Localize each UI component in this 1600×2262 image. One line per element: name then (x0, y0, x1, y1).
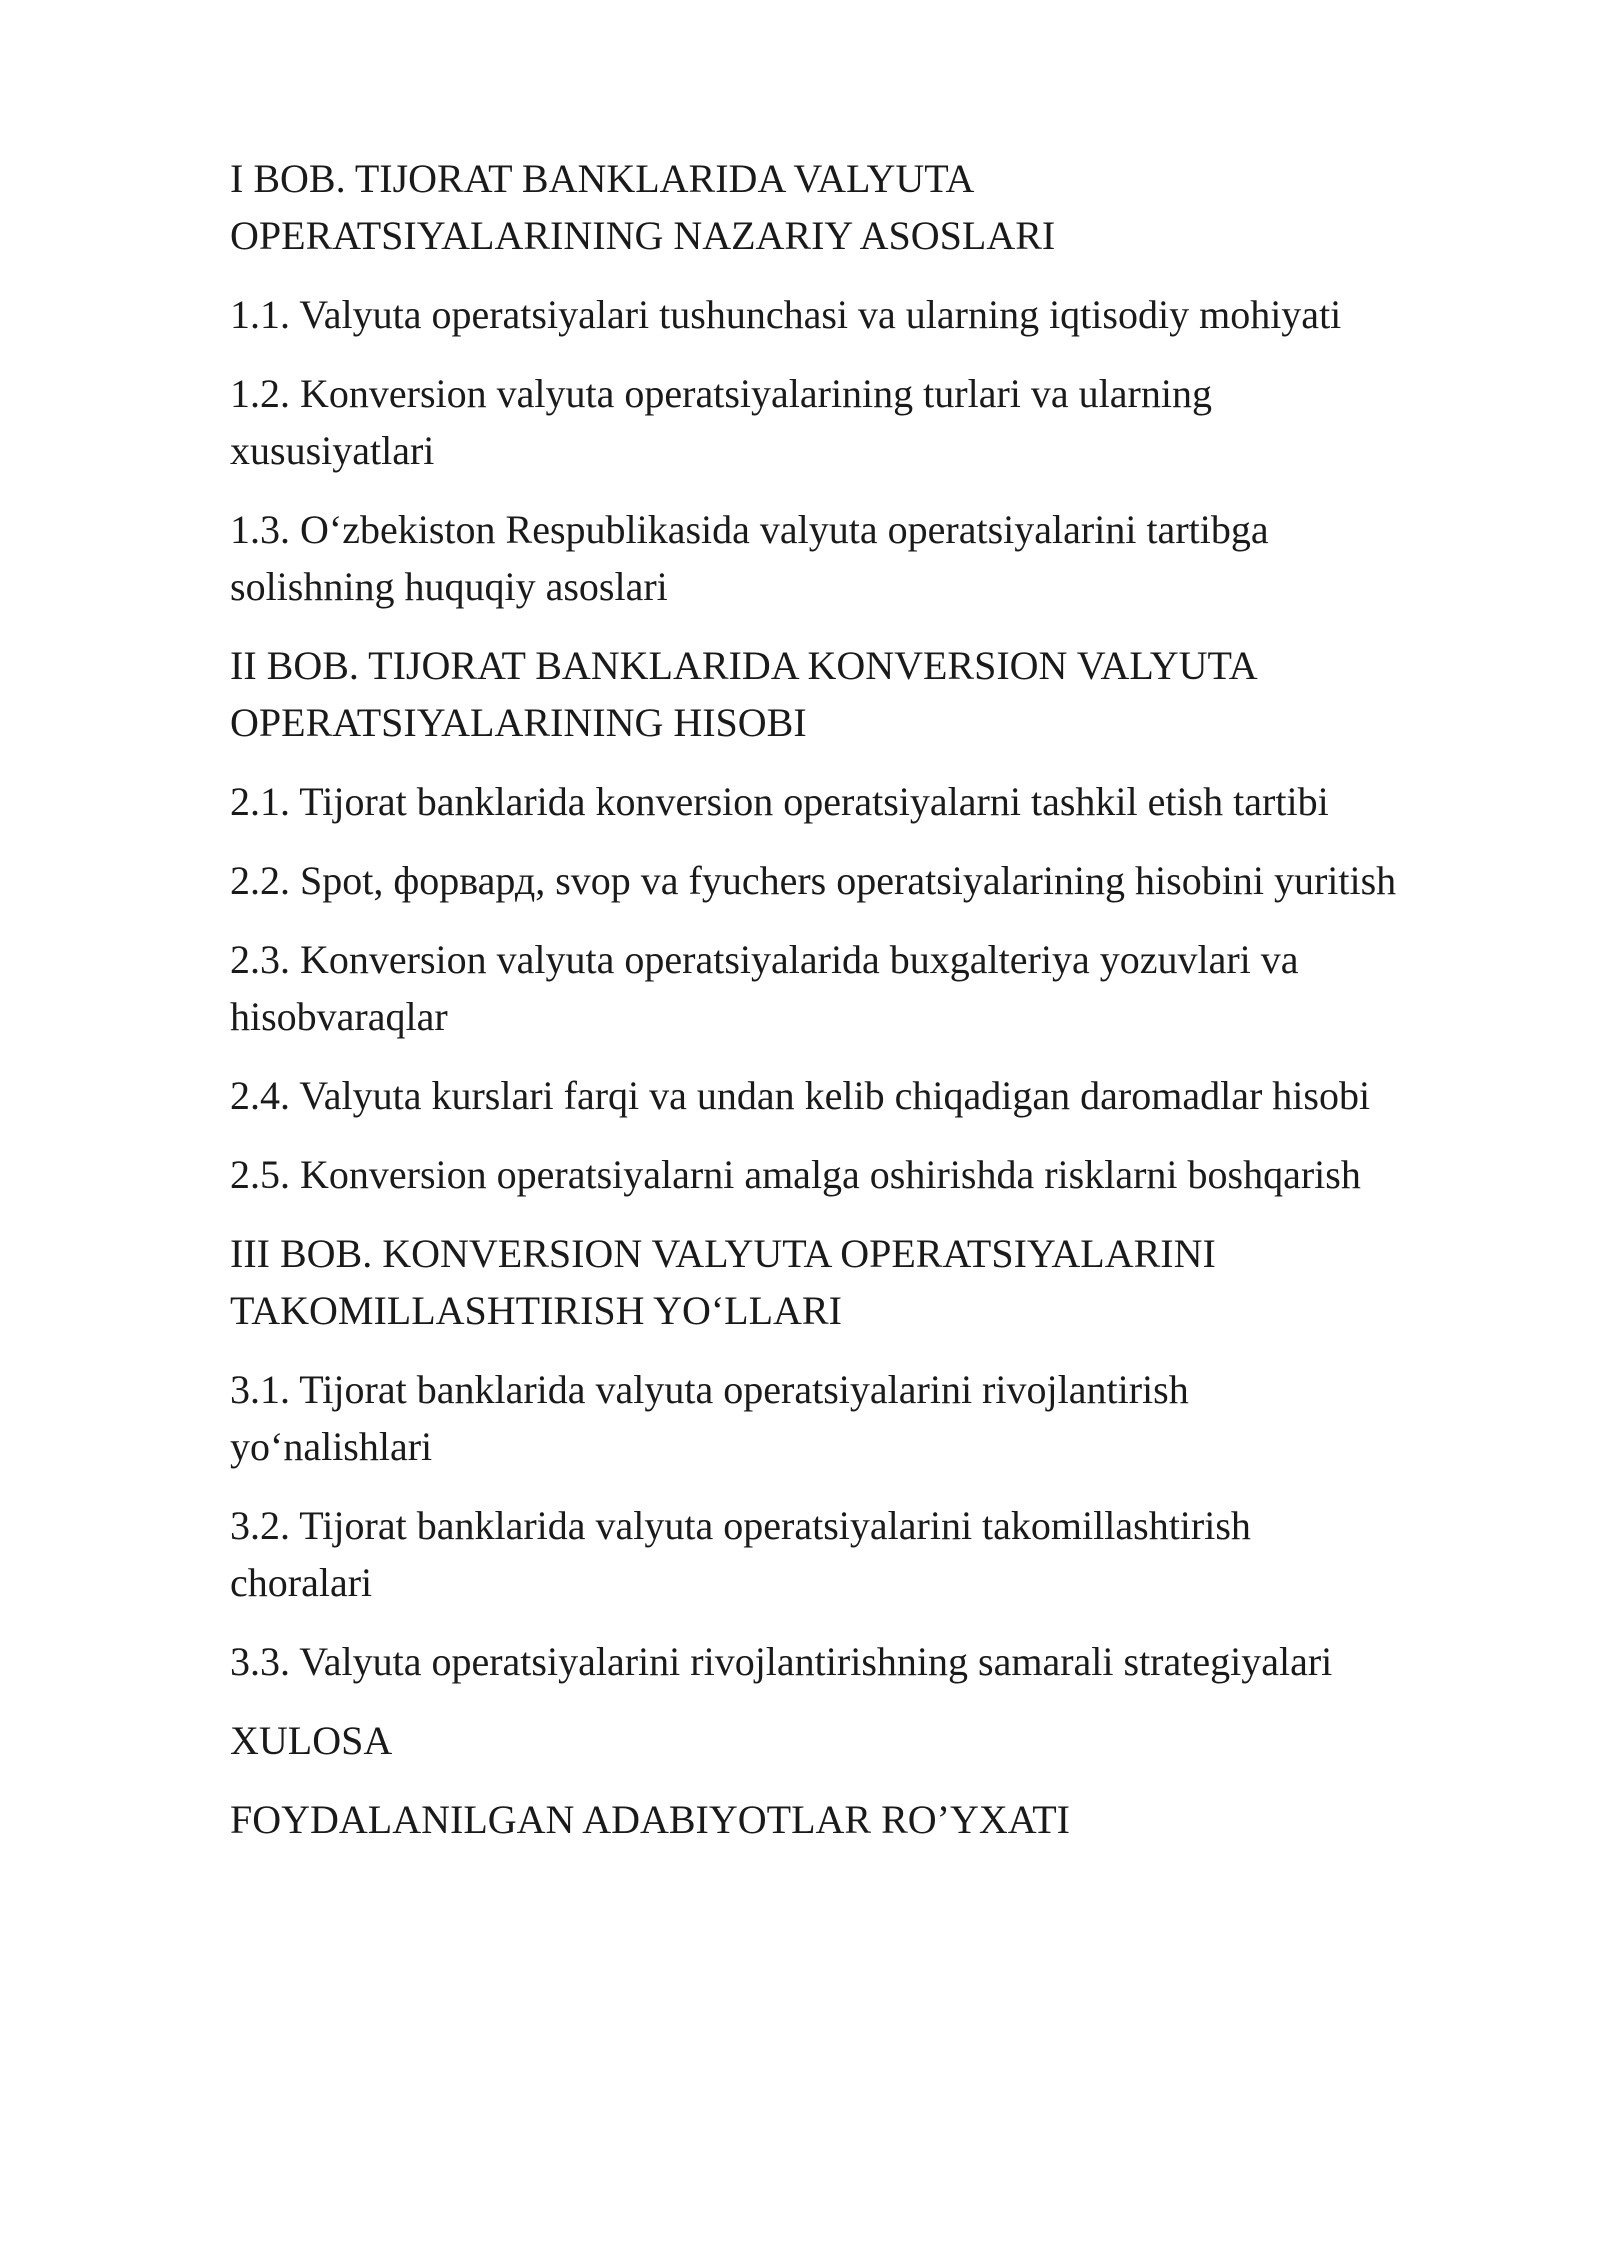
toc-line: III BOB. KONVERSION VALYUTA OPERATSIYALARINI (230, 1231, 1216, 1276)
toc-line: FOYDALANILGAN ADABIYOTLAR RO’YXATI (230, 1797, 1070, 1842)
toc-chapter-2-heading (230, 637, 1530, 751)
toc-chapter-3-heading (230, 1225, 1530, 1339)
toc-line: 3.1. Tijorat banklarida valyuta operatsiyalarini rivojlantirish (230, 1367, 1189, 1412)
toc-line: OPERATSIYALARINING NAZARIY ASOSLARI (230, 213, 1056, 258)
toc-section-1-2 (230, 365, 1530, 479)
table-of-contents (230, 150, 1530, 1870)
toc-line: 2.2. Spot, форвард, svop va fyuchers operatsiyalarining hisobini yuritish (230, 858, 1397, 903)
toc-section-3-2 (230, 1497, 1530, 1611)
toc-section-1-1 (230, 286, 1530, 343)
toc-line: XULOSA (230, 1718, 393, 1763)
toc-line: II BOB. TIJORAT BANKLARIDA KONVERSION VALYUTA (230, 643, 1258, 688)
toc-line: 2.5. Konversion operatsiyalarni amalga oshirishda risklarni boshqarish (230, 1152, 1361, 1197)
toc-line: yo‘nalishlari (230, 1424, 433, 1469)
toc-line: 1.1. Valyuta operatsiyalari tushunchasi va ularning iqtisodiy mohiyati (230, 292, 1342, 337)
toc-chapter-1-heading (230, 150, 1530, 264)
toc-line: 2.3. Konversion valyuta operatsiyalarida buxgalteriya yozuvlari va (230, 937, 1299, 982)
toc-line: choralari (230, 1560, 373, 1605)
toc-line: hisobvaraqlar (230, 994, 448, 1039)
toc-line: OPERATSIYALARINING HISOBI (230, 700, 807, 745)
toc-section-2-4 (230, 1067, 1530, 1124)
toc-line: 2.1. Tijorat banklarida konversion operatsiyalarni tashkil etish tartibi (230, 779, 1329, 824)
toc-line: solishning huquqiy asoslari (230, 564, 668, 609)
toc-line: 1.2. Konversion valyuta operatsiyalarining turlari va ularning (230, 371, 1212, 416)
toc-line: 2.4. Valyuta kurslari farqi va undan kelib chiqadigan daromadlar hisobi (230, 1073, 1371, 1118)
toc-line: I BOB. TIJORAT BANKLARIDA VALYUTA (230, 156, 975, 201)
toc-section-2-3 (230, 931, 1530, 1045)
toc-line: 3.3. Valyuta operatsiyalarini rivojlantirishning samarali strategiyalari (230, 1639, 1333, 1684)
toc-references (230, 1791, 1530, 1848)
toc-section-2-2 (230, 852, 1530, 909)
toc-line: 1.3. O‘zbekiston Respublikasida valyuta operatsiyalarini tartibga (230, 507, 1269, 552)
toc-line: xususiyatlari (230, 428, 435, 473)
toc-conclusion (230, 1712, 1530, 1769)
toc-line: TAKOMILLASHTIRISH YO‘LLARI (230, 1288, 842, 1333)
toc-section-2-5 (230, 1146, 1530, 1203)
toc-section-2-1 (230, 773, 1530, 830)
toc-section-3-3 (230, 1633, 1530, 1690)
toc-section-3-1 (230, 1361, 1530, 1475)
toc-line: 3.2. Tijorat banklarida valyuta operatsiyalarini takomillashtirish (230, 1503, 1251, 1548)
toc-section-1-3 (230, 501, 1530, 615)
